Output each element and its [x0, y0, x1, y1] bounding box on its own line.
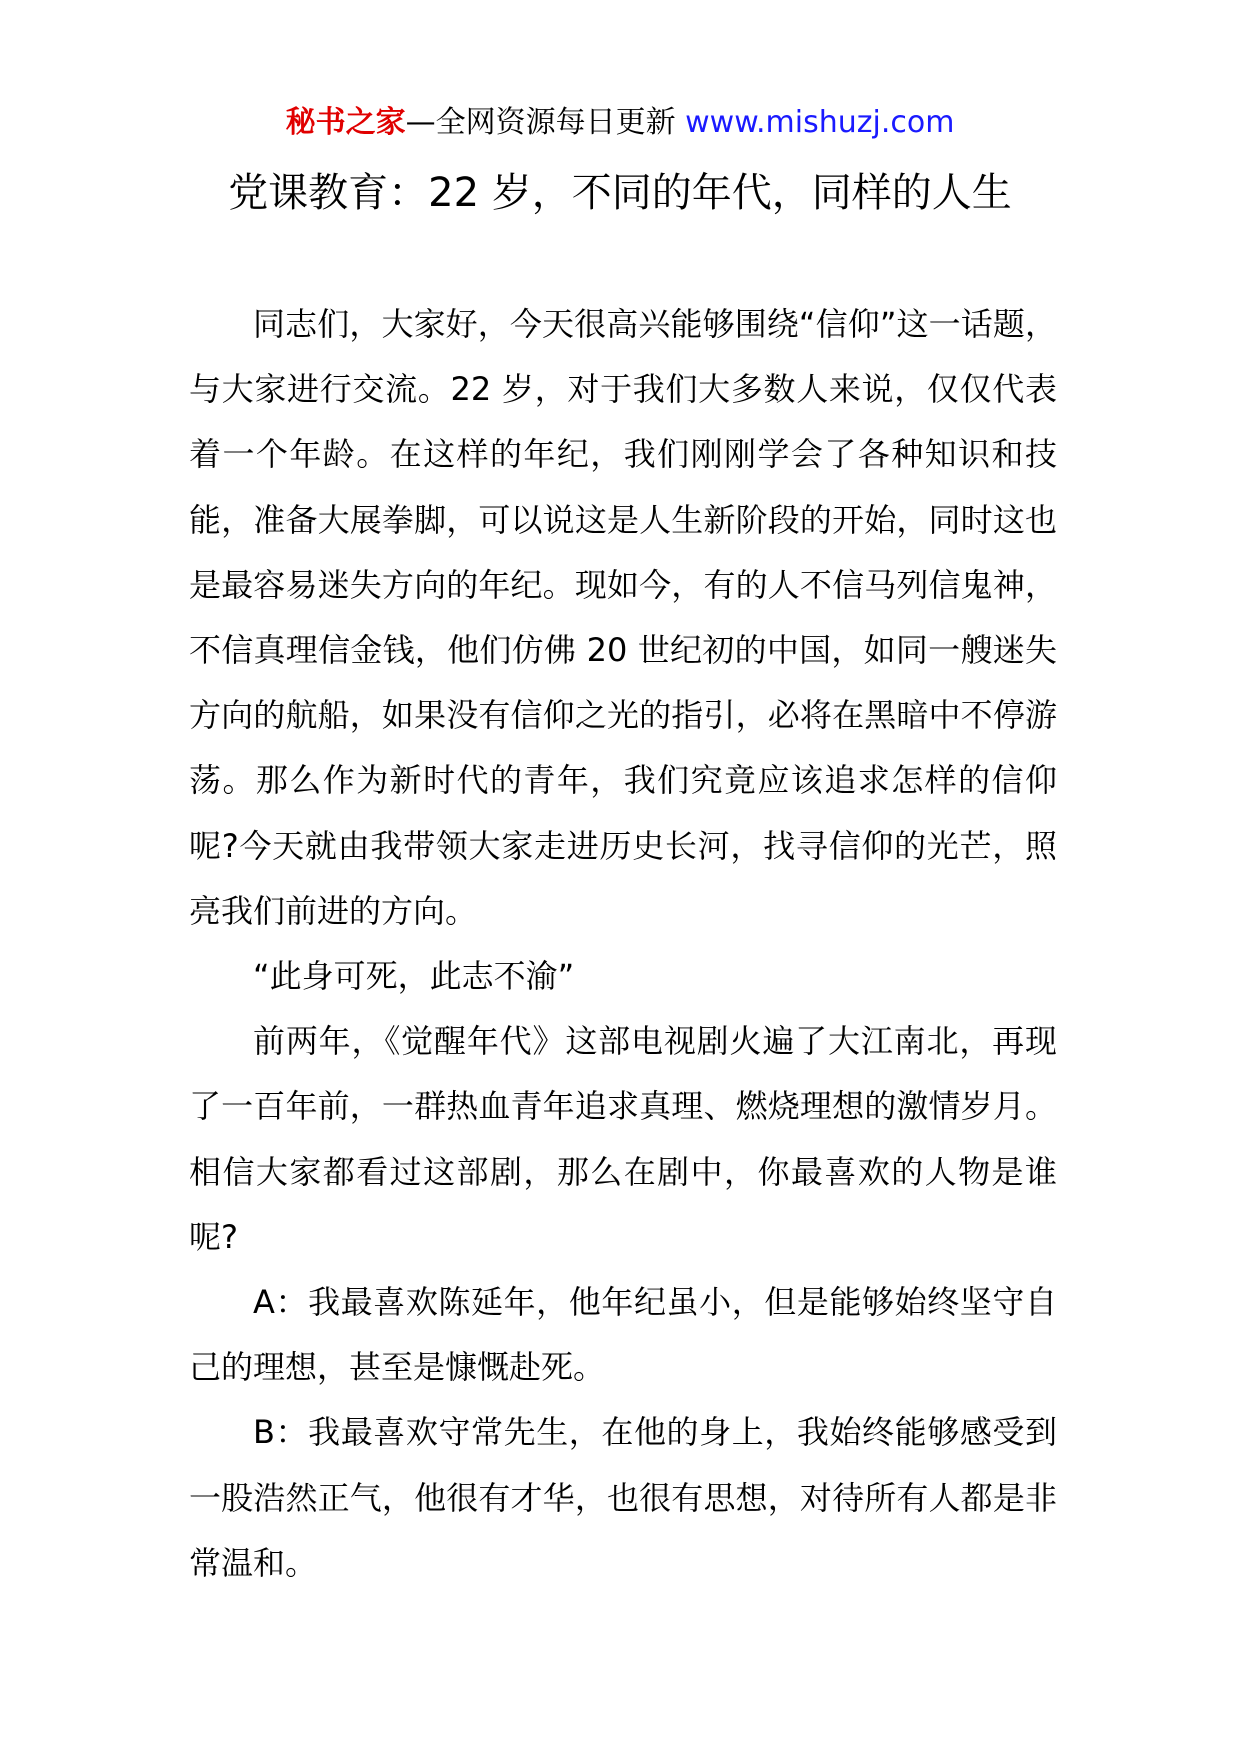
header-tagline: —全网资源每日更新 [405, 105, 686, 140]
paragraph-drama: 前两年，《觉醒年代》这部电视剧火遍了大江南北，再现了一百年前，一群热血青年追求真理、燃烧理想的激情岁月。相信大家都看过这部剧，那么在剧中，你最喜欢的人物是谁呢? [189, 1022, 1057, 1256]
website-link[interactable]: www.mishuzj.com [685, 105, 955, 140]
paragraph-answer-b: B：我最喜欢守常先生，在他的身上，我始终能够感受到一股浩然正气，他很有才华，也很有思想，对待所有人都是非常温和。 [189, 1413, 1057, 1582]
section-heading: “此身可死，此志不渝” [253, 957, 575, 996]
document-title: 党课教育：22 岁，不同的年代，同样的人生 [228, 170, 1012, 216]
brand-name: 秘书之家 [285, 105, 406, 140]
paragraph-intro: 同志们，大家好，今天很高兴能够围绕“信仰”这一话题，与大家进行交流。22 岁，对于我们大多数人来说，仅仅代表着一个年龄。在这样的年纪，我们刚刚学会了各种知识和技能，准备大展拳脚，可以说这是人生新阶段的开始，同时这也是最容易迷失方向的年纪。现如今，有的人不信马列信鬼神，不信真理信金钱，他们仿佛 20 世纪初的中国，如同一艘迷失方向的航船，如果没有信仰之光的指引，必将在黑暗中不停游荡。那么作为新时代的青年，我们究竟应该追求怎样的信仰呢?今天就由我带领大家走进历史长河，找寻信仰的光芒，照亮我们前进的方向。 [189, 305, 1057, 930]
document-body [189, 292, 1057, 1596]
paragraph-answer-a: A：我最喜欢陈延年，他年纪虽小，但是能够始终坚守自己的理想，甚至是慷慨赴死。 [189, 1283, 1057, 1387]
page-header [0, 100, 1240, 146]
